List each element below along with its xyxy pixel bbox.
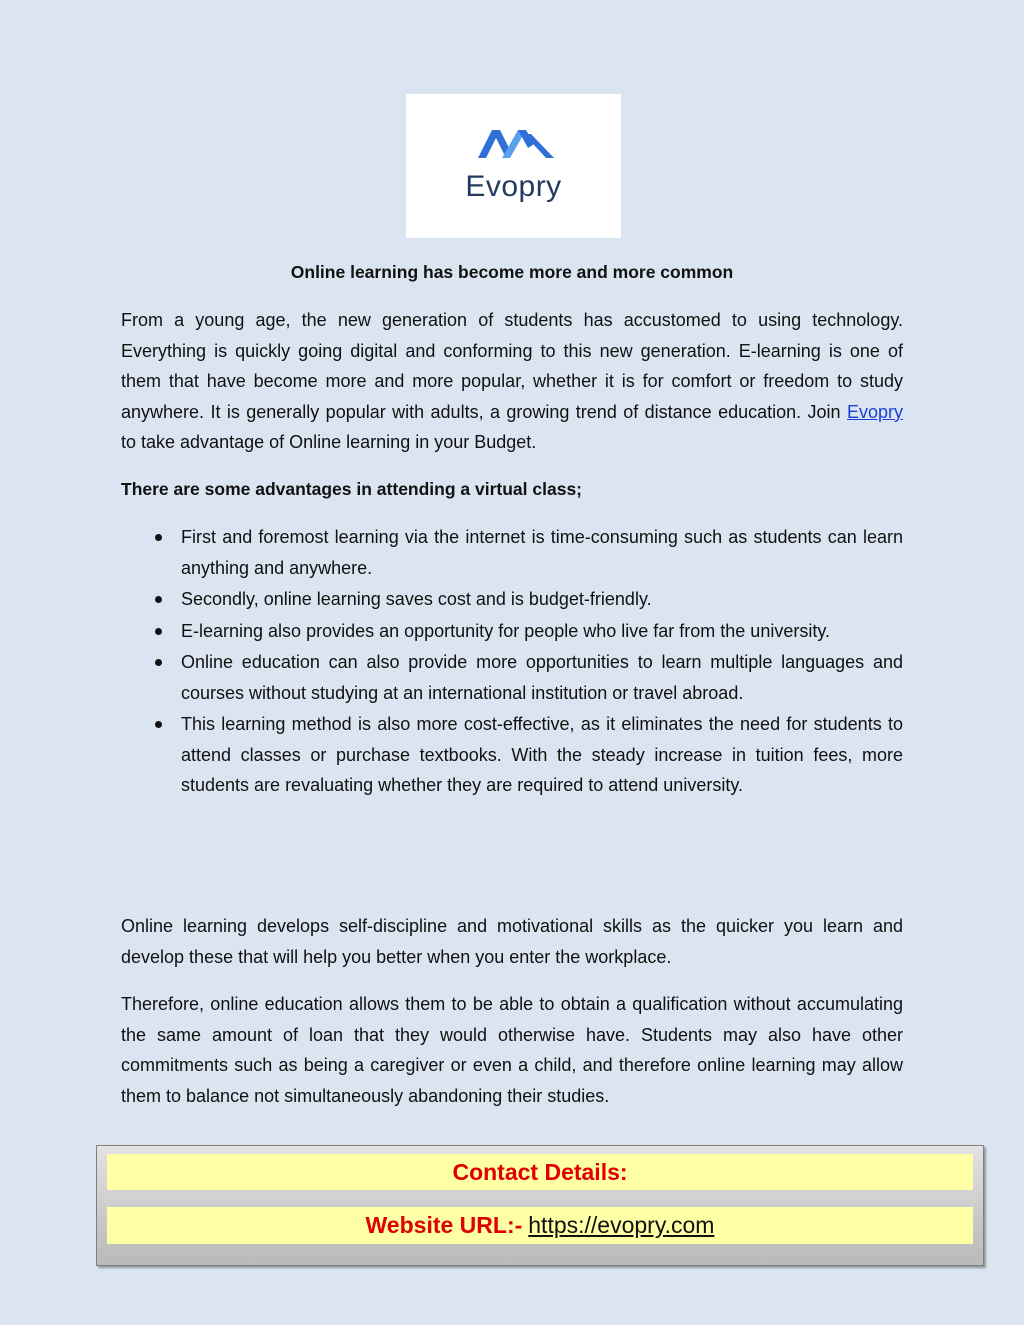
contact-title-strip <box>107 1154 973 1190</box>
list-item: First and foremost learning via the internet is time-consuming such as students can learn anything and anywhere. <box>121 522 903 583</box>
contact-box <box>96 1145 984 1266</box>
list-item: This learning method is also more cost-effective, as it eliminates the need for students to attend classes or purchase textbooks. With the steady increase in tuition fees, more students are revaluating whether they are required to attend university. <box>121 709 903 801</box>
website-label: Website URL:- <box>365 1212 523 1238</box>
logo-brand-text: Evopry <box>465 170 562 203</box>
intro-text: From a young age, the new generation of students has accustomed to using technology. Everything is quickly going digital and conforming to this new generation. E-learning is one of them that have become more and more popular, whether it is for comfort or freedom to study anywhere. It is generally popular with adults, a growing trend of distance education. Join <box>121 310 903 422</box>
logo-box <box>406 94 621 238</box>
advantages-title: There are some advantages in attending a virtual class; <box>121 479 582 499</box>
contact-title: Contact Details: <box>452 1159 628 1185</box>
website-url-link[interactable]: https://evopry.com <box>528 1212 715 1238</box>
website-strip <box>107 1207 973 1244</box>
intro-paragraph <box>121 305 903 458</box>
evopry-link[interactable]: Evopry <box>846 401 903 422</box>
self-discipline-paragraph: Online learning develops self-discipline and motivational skills as the quicker you learn and develop these that will help you better when you enter the workplace. <box>121 916 903 967</box>
conclusion-paragraph: Therefore, online education allows them to be able to obtain a qualification without accumulating the same amount of loan that they would otherwise have. Students may also have other commitments such as being a caregiver or even a child, and therefore online learning may allow them to balance not simultaneously abandoning their studies. <box>121 994 903 1106</box>
list-item: Online education can also provide more opportunities to learn multiple languages and courses without studying at an international institution or travel abroad. <box>121 647 903 708</box>
intro-text-end: to take advantage of Online learning in your Budget. <box>121 432 537 452</box>
page-heading: Online learning has become more and more common <box>290 262 734 282</box>
list-item: E-learning also provides an opportunity for people who live far from the university. <box>121 616 903 647</box>
advantages-list <box>121 522 903 802</box>
list-item: Secondly, online learning saves cost and is budget-friendly. <box>121 584 903 615</box>
evopry-mark-icon <box>478 128 554 158</box>
